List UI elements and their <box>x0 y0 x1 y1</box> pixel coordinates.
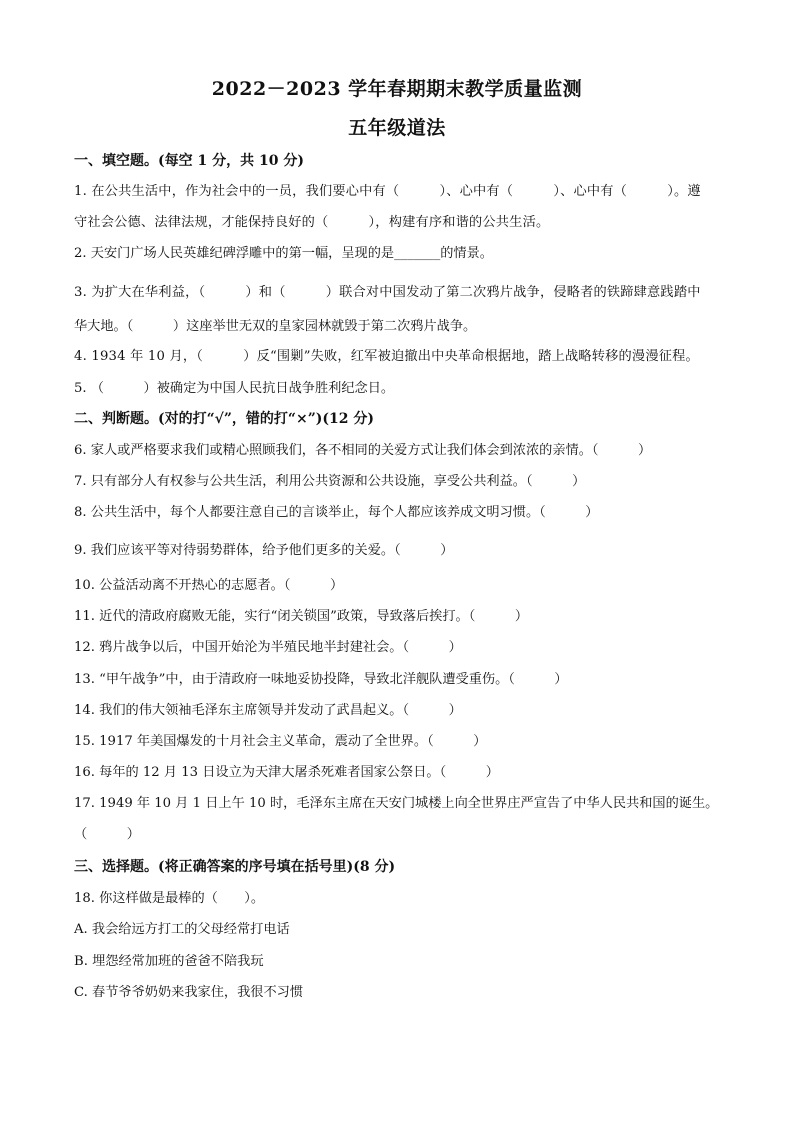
option-c: C. 春节爷爷奶奶来我家住，我很不习惯 <box>74 985 304 1000</box>
question-5: 5. （ ）被确定为中国人民抗日战争胜利纪念日。 <box>74 381 395 396</box>
question-6: 6. 家人或严格要求我们或精心照顾我们，各不相同的关爱方式让我们体会到浓浓的亲情。（ ） <box>74 443 652 458</box>
question-9: 9. 我们应该平等对待弱势群体，给予他们更多的关爱。（ ） <box>74 543 454 558</box>
question-1-line-2: 守社会公德、法律法规，才能保持良好的（ ），构建有序和谐的公共生活。 <box>74 215 550 230</box>
question-4: 4. 1934 年 10 月，（ ）反“围剿”失败，红军被迫撤出中央革命根据地，踏上战略转移的漫漫征程。 <box>74 349 699 364</box>
page-title: 2022－2023 学年春期期末教学质量监测 <box>211 78 583 100</box>
question-11: 11. 近代的清政府腐败无能，实行“闭关锁国”政策，导致落后挨打。（ ） <box>74 609 529 624</box>
section-heading-fill: 一、填空题。(每空 1 分，共 10 分) <box>74 153 304 169</box>
question-13: 13. “甲午战争”中，由于清政府一味地妥协投降，导致北洋舰队遭受重伤。（ ） <box>74 672 568 687</box>
question-18: 18. 你这样做是最棒的（ ）。 <box>74 891 265 906</box>
question-1-line-1: 1. 在公共生活中，作为社会中的一员，我们要心中有（ ）、心中有（ ）、心中有（ ）。遵 <box>74 184 701 199</box>
question-17-line-1: 17. 1949 年 10 月 1 日上午 10 时，毛泽东主席在天安门城楼上向全世界庄严宣告了中华人民共和国的诞生。 <box>74 796 719 811</box>
option-a: A. 我会给远方打工的父母经常打电话 <box>74 922 290 937</box>
question-16: 16. 每年的 12 月 13 日设立为天津大屠杀死难者国家公祭日。（ ） <box>74 765 499 780</box>
question-8: 8. 公共生活中，每个人都要注意自己的言谈举止，每个人都应该养成文明习惯。（ ） <box>74 505 599 520</box>
question-12: 12. 鸦片战争以后，中国开始沦为半殖民地半封建社会。（ ） <box>74 640 462 655</box>
page-subtitle: 五年级道法 <box>348 117 446 139</box>
question-14: 14. 我们的伟大领袖毛泽东主席领导并发动了武昌起义。（ ） <box>74 703 462 718</box>
question-3-line-1: 3. 为扩大在华利益，（ ）和（ ）联合对中国发动了第二次鸦片战争，侵略者的铁蹄肆意践踏中 <box>74 285 701 300</box>
question-7: 7. 只有部分人有权参与公共生活，利用公共资源和公共设施，享受公共利益。（ ） <box>74 474 586 489</box>
question-10: 10. 公益活动离不开热心的志愿者。（ ） <box>74 578 344 593</box>
question-2: 2. 天安门广场人民英雄纪碑浮雕中的第一幅，呈现的是_______的情景。 <box>74 246 493 261</box>
section-heading-choice: 三、选择题。(将正确答案的序号填在括号里)(8 分) <box>74 859 396 875</box>
option-b: B. 埋怨经常加班的爸爸不陪我玩 <box>74 954 264 969</box>
question-3-line-2: 华大地。（ ）这座举世无双的皇家园林就毁于第二次鸦片战争。 <box>74 319 477 334</box>
section-heading-judge: 二、判断题。(对的打“√”，错的打“×”)(12 分) <box>74 411 374 427</box>
question-15: 15. 1917 年美国爆发的十月社会主义革命，震动了全世界。（ ） <box>74 734 487 749</box>
question-17-line-2: （ ） <box>74 827 140 842</box>
